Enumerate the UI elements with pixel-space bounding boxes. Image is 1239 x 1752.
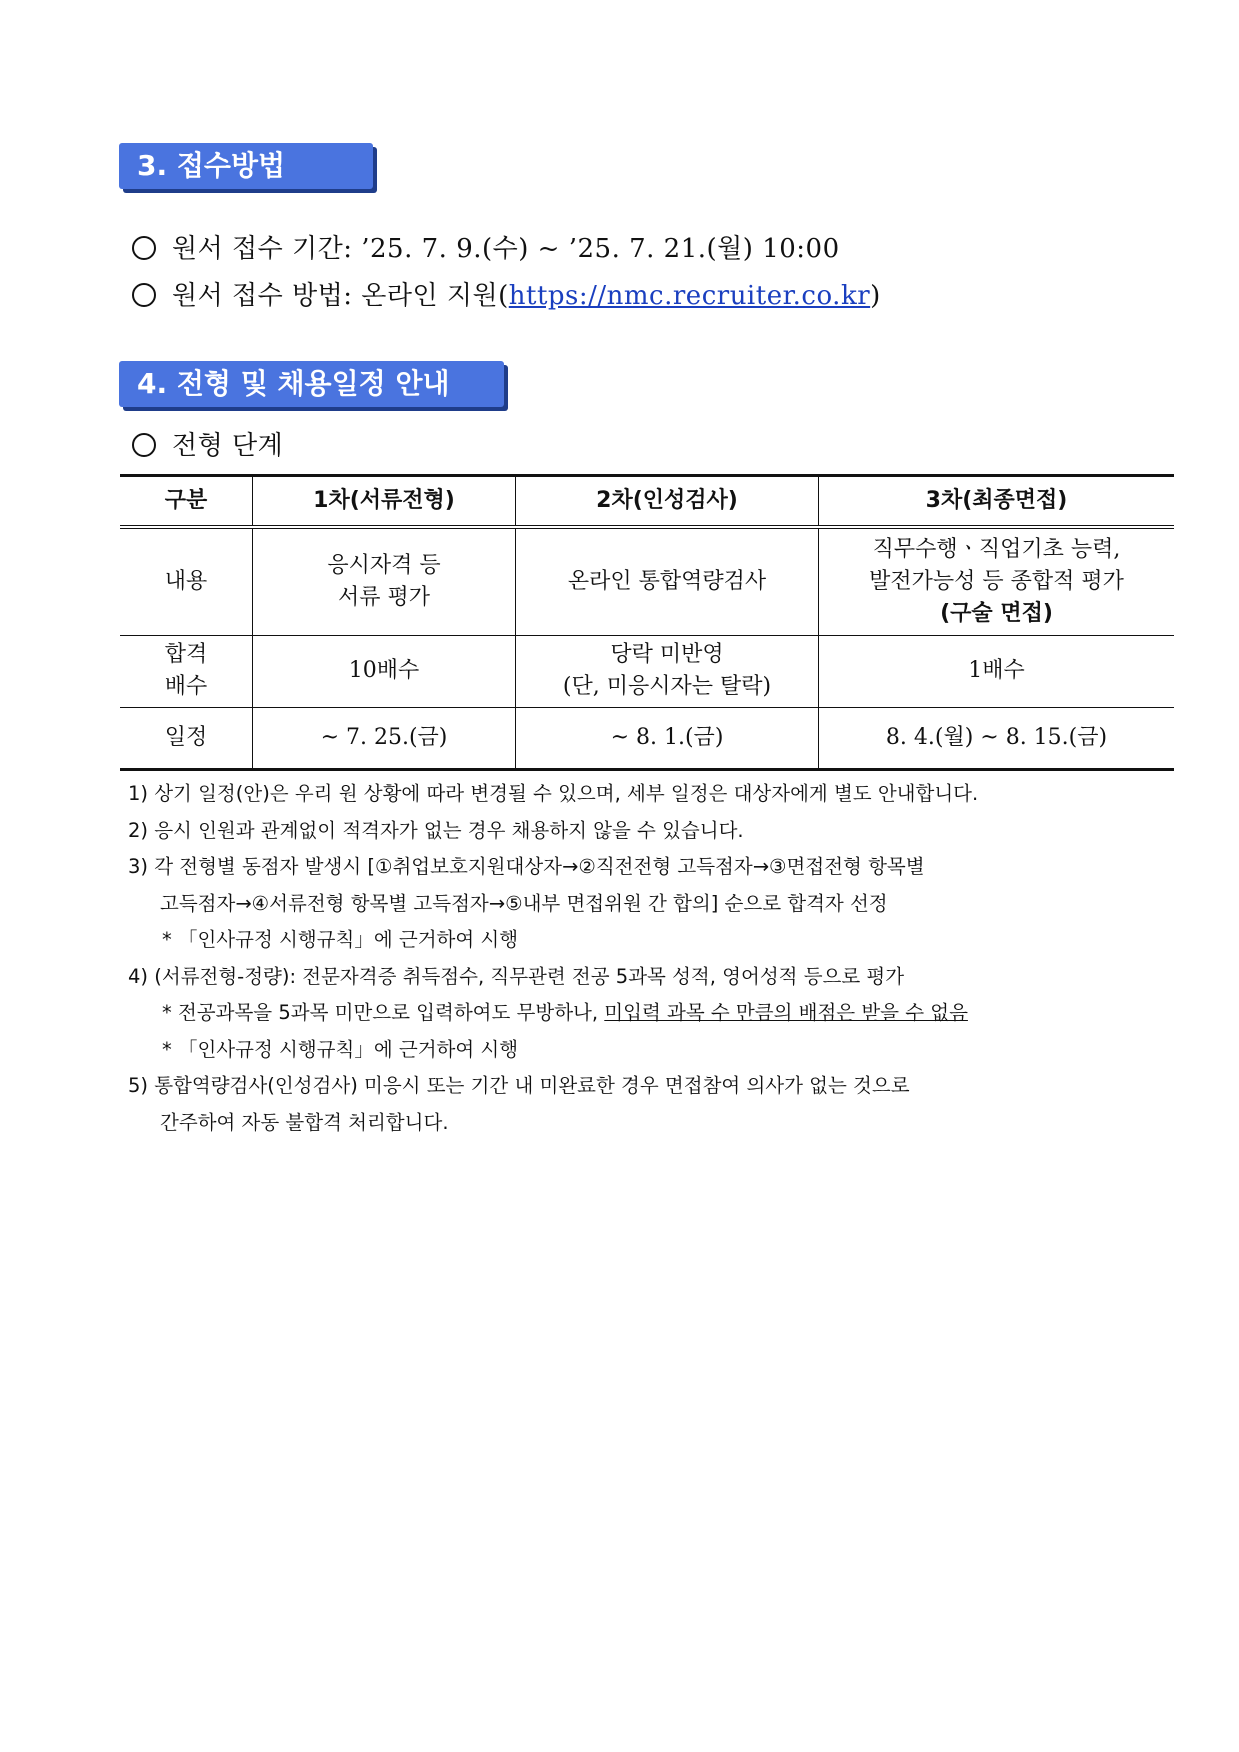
cell (819, 527, 1175, 635)
note-3-continued: 고득점자→④서류전형 항목별 고득점자→⑤내부 면접위원 간 합의] 순으로 합격자 선정 (160, 891, 888, 915)
note-4-detail (128, 995, 1128, 1032)
table-row (120, 707, 1174, 769)
application-method-text: 원서 접수 방법: 온라인 지원( (172, 281, 509, 311)
application-period-text: 원서 접수 기간: ’25. 7. 9.(수) ~ ’25. 7. 21.(월) 10:00 (172, 234, 840, 264)
header-stage-2: 2차(인성검사) (516, 476, 819, 528)
recruiter-link[interactable]: https://nmc.recruiter.co.kr (508, 281, 871, 311)
cell-text: 합격 (164, 642, 208, 667)
note-1: 1) 상기 일정(안)은 우리 원 상황에 따라 변경될 수 있으며, 세부 일정은 대상자에게 별도 안내합니다. (128, 782, 979, 805)
cell-text: 배수 (164, 674, 208, 699)
table-row (120, 635, 1174, 707)
table-row (120, 527, 1174, 635)
header-category: 구분 (120, 476, 253, 528)
note-4-reference: * 「인사규정 시행규칙」에 근거하여 시행 (162, 1037, 519, 1061)
circle-bullet-icon (132, 236, 156, 260)
cell: ~ 8. 1.(금) (516, 707, 819, 769)
section-4-header: 4. 전형 및 채용일정 안내 (119, 361, 504, 407)
header-stage-1: 1차(서류전형) (253, 476, 516, 528)
note-2: 2) 응시 인원과 관계없이 적격자가 없는 경우 채용하지 않을 수 있습니다. (128, 818, 744, 842)
application-method-line (132, 275, 881, 312)
header-stage-3: 3차(최종면접) (819, 476, 1175, 528)
cell: 1배수 (819, 635, 1175, 707)
notes-list (128, 776, 1128, 1141)
note-3-reference: * 「인사규정 시행규칙」에 근거하여 시행 (162, 928, 519, 951)
circle-bullet-icon (132, 283, 156, 307)
cell-text: (단, 미응시자는 탈락) (562, 674, 772, 699)
note-5: 5) 통합역량검사(인성검사) 미응시 또는 기간 내 미완료한 경우 면접참여 의사가 없는 것으로 (128, 1074, 910, 1097)
table-header-row (120, 476, 1174, 528)
application-method-suffix: ) (870, 281, 881, 311)
note-5-continued: 간주하여 자동 불합격 처리합니다. (160, 1110, 449, 1134)
cell (516, 635, 819, 707)
cell-text-bold: (구술 면접) (940, 600, 1053, 626)
cell-text: 응시자격 등 (327, 552, 441, 578)
cell: ~ 7. 25.(금) (253, 707, 516, 769)
cell-text: 서류 평가 (337, 584, 430, 610)
note-4-detail-text: * 전공과목을 5과목 미만으로 입력하여도 무방하나, (162, 1001, 605, 1024)
note-3: 3) 각 전형별 동점자 발생시 [①취업보호지원대상자→②직전전형 고득점자→③면접전형 항목별 (128, 855, 925, 878)
note-4-detail-underlined: 미입력 과목 수 만큼의 배점은 받을 수 없음 (604, 1001, 968, 1024)
selection-stage-heading (132, 425, 283, 462)
application-period-line (132, 228, 840, 265)
circle-bullet-icon (132, 433, 156, 457)
cell (253, 527, 516, 635)
cell-text: 온라인 통합역량검사 (567, 568, 767, 594)
cell-text: 직무수행ㆍ직업기초 능력, (872, 536, 1121, 562)
row-label-content: 내용 (120, 527, 253, 635)
selection-schedule-table (120, 474, 1174, 771)
note-4: 4) (서류전형-정량): 전문자격증 취득점수, 직무관련 전공 5과목 성적, 영어성적 등으로 평가 (128, 964, 905, 988)
row-label-multiple (120, 635, 253, 707)
selection-stage-text: 전형 단계 (172, 431, 284, 461)
cell-text: 발전가능성 등 종합적 평가 (869, 568, 1124, 594)
section-3-header: 3. 접수방법 (119, 143, 373, 189)
cell-text: 당락 미반영 (610, 642, 724, 667)
cell (516, 527, 819, 635)
cell: 10배수 (253, 635, 516, 707)
cell: 8. 4.(월) ~ 8. 15.(금) (819, 707, 1175, 769)
row-label-schedule: 일정 (120, 707, 253, 769)
